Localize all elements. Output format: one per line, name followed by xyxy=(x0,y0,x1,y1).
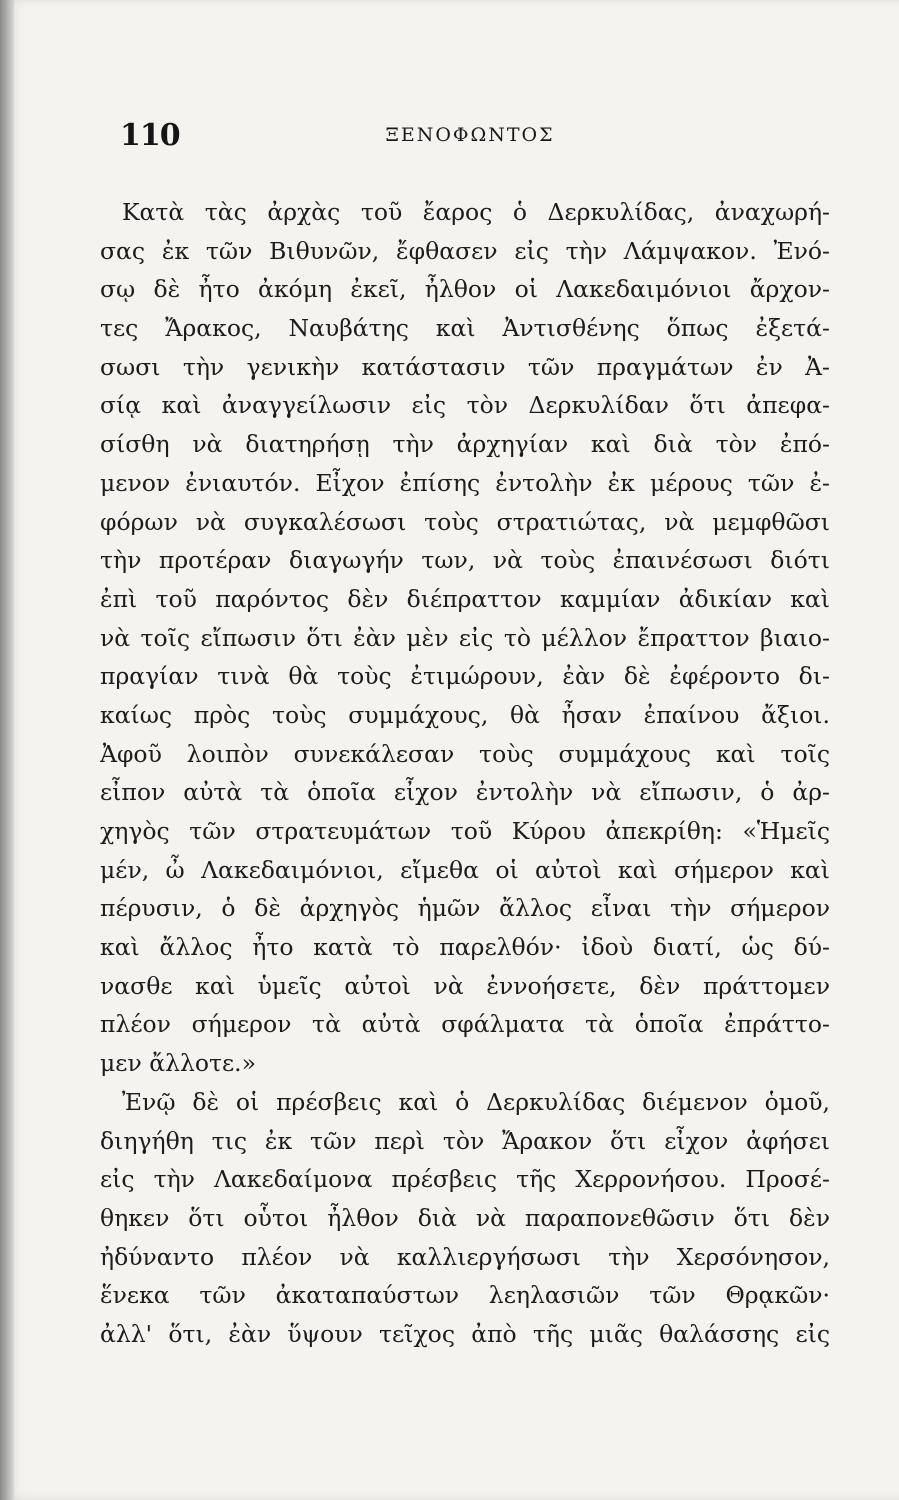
page-binding-shadow xyxy=(0,0,14,1500)
text-line: Κατὰ τὰς ἀρχὰς τοῦ ἔαρος ὁ Δερκυλίδας, ἀναχωρή- xyxy=(122,198,830,226)
page-number: 110 xyxy=(120,118,180,153)
text-line: πραγίαν τινὰ θὰ τοὺς ἐτιμώρουν, ἐὰν δὲ ἐφέροντο δι- xyxy=(100,662,830,691)
text-line: σῳ δὲ ἦτο ἀκόμη ἐκεῖ, ἦλθον οἱ Λακεδαιμόνιοι ἄρχον- xyxy=(100,275,830,304)
text-line: πλέον σήμερον τὰ αὐτὰ σφάλματα τὰ ὁποῖα ἐπράττο- xyxy=(100,1010,830,1039)
text-line: Ἐνῷ δὲ οἱ πρέσβεις καὶ ὁ Δερκυλίδας διέμενον ὁμοῦ, xyxy=(122,1087,830,1116)
text-line: εἰς τὴν Λακεδαίμονα πρέσβεις τῆς Χερρονήσου. Προσέ- xyxy=(100,1165,830,1194)
text-line: φόρων νὰ συγκαλέσωσι τοὺς στρατιώτας, νὰ μεμφθῶσι xyxy=(100,507,830,536)
text-line: χηγὸς τῶν στρατευμάτων τοῦ Κύρου ἀπεκρίθη: «Ἡμεῖς xyxy=(100,817,830,845)
text-line: ἠδύναντο πλέον νὰ καλλιεργήσωσι τὴν Χερσόνησον, xyxy=(100,1242,830,1271)
text-line: θηκεν ὅτι οὗτοι ἦλθον διὰ νὰ παραπονεθῶσιν ὅτι δὲν xyxy=(100,1203,830,1232)
text-line: σίᾳ καὶ ἀναγγείλωσιν εἰς τὸν Δερκυλίδαν ὅτι ἀπεφα- xyxy=(100,391,830,420)
text-line: καὶ ἄλλος ἦτο κατὰ τὸ παρελθόν· ἰδοὺ διατί, ὡς δύ- xyxy=(100,933,830,962)
text-line: σωσι τὴν γενικὴν κατάστασιν τῶν πραγμάτων ἐν Ἀ- xyxy=(100,352,830,381)
body-text xyxy=(100,193,830,1354)
text-line: μενον ἐνιαυτόν. Εἶχον ἐπίσης ἐντολὴν ἐκ μέρους τῶν ἐ- xyxy=(100,468,830,497)
text-line: πέρυσιν, ὁ δὲ ἀρχηγὸς ἡμῶν ἄλλος εἶναι τὴν σήμερον xyxy=(100,894,830,923)
text-line: μέν, ὦ Λακεδαιμόνιοι, εἴμεθα οἱ αὐτοὶ καὶ σήμερον καὶ xyxy=(100,855,830,884)
text-line: διηγήθη τις ἐκ τῶν περὶ τὸν Ἄρακον ὅτι εἶχον ἀφήσει xyxy=(100,1126,830,1155)
text-line: εἶπον αὐτὰ τὰ ὁποῖα εἶχον ἐντολὴν νὰ εἴπωσιν, ὁ ἀρ- xyxy=(100,778,830,807)
text-line: ἐπὶ τοῦ παρόντος δὲν διέπραττον καμμίαν ἀδικίαν καὶ xyxy=(100,584,830,613)
text-line: μεν ἄλλοτε.» xyxy=(100,1049,257,1078)
text-line: σίσθη νὰ διατηρήσῃ τὴν ἀρχηγίαν καὶ διὰ τὸν ἐπό- xyxy=(100,430,830,459)
text-line: τὴν προτέραν διαγωγήν των, νὰ τοὺς ἐπαινέσωσι διότι xyxy=(100,546,830,575)
page-header xyxy=(120,118,820,158)
running-head: ΞΕΝΟΦΩΝΤΟΣ xyxy=(385,124,555,146)
text-line: καίως πρὸς τοὺς συμμάχους, θὰ ἦσαν ἐπαίνου ἄξιοι. xyxy=(100,700,830,729)
text-line: σας ἐκ τῶν Βιθυνῶν, ἔφθασεν εἰς τὴν Λάμψακον. Ἐνό- xyxy=(100,236,830,265)
text-line: Ἀφοῦ λοιπὸν συνεκάλεσαν τοὺς συμμάχους καὶ τοῖς xyxy=(100,739,830,768)
text-line: τες Ἄρακος, Ναυβάτης καὶ Ἀντισθένης ὅπως ἐξετά- xyxy=(100,314,830,343)
text-line: νὰ τοῖς εἴπωσιν ὅτι ἐὰν μὲν εἰς τὸ μέλλον ἔπραττον βιαιο- xyxy=(100,623,830,652)
text-line: ἕνεκα τῶν ἀκαταπαύστων λεηλασιῶν τῶν Θρᾳκῶν· xyxy=(100,1281,830,1310)
text-line: ἀλλ' ὅτι, ἐὰν ὕψουν τεῖχος ἀπὸ τῆς μιᾶς θαλάσσης εἰς xyxy=(100,1319,830,1348)
text-line: νασθε καὶ ὑμεῖς αὐτοὶ νὰ ἐννοήσετε, δὲν πράττομεν xyxy=(100,971,830,1000)
